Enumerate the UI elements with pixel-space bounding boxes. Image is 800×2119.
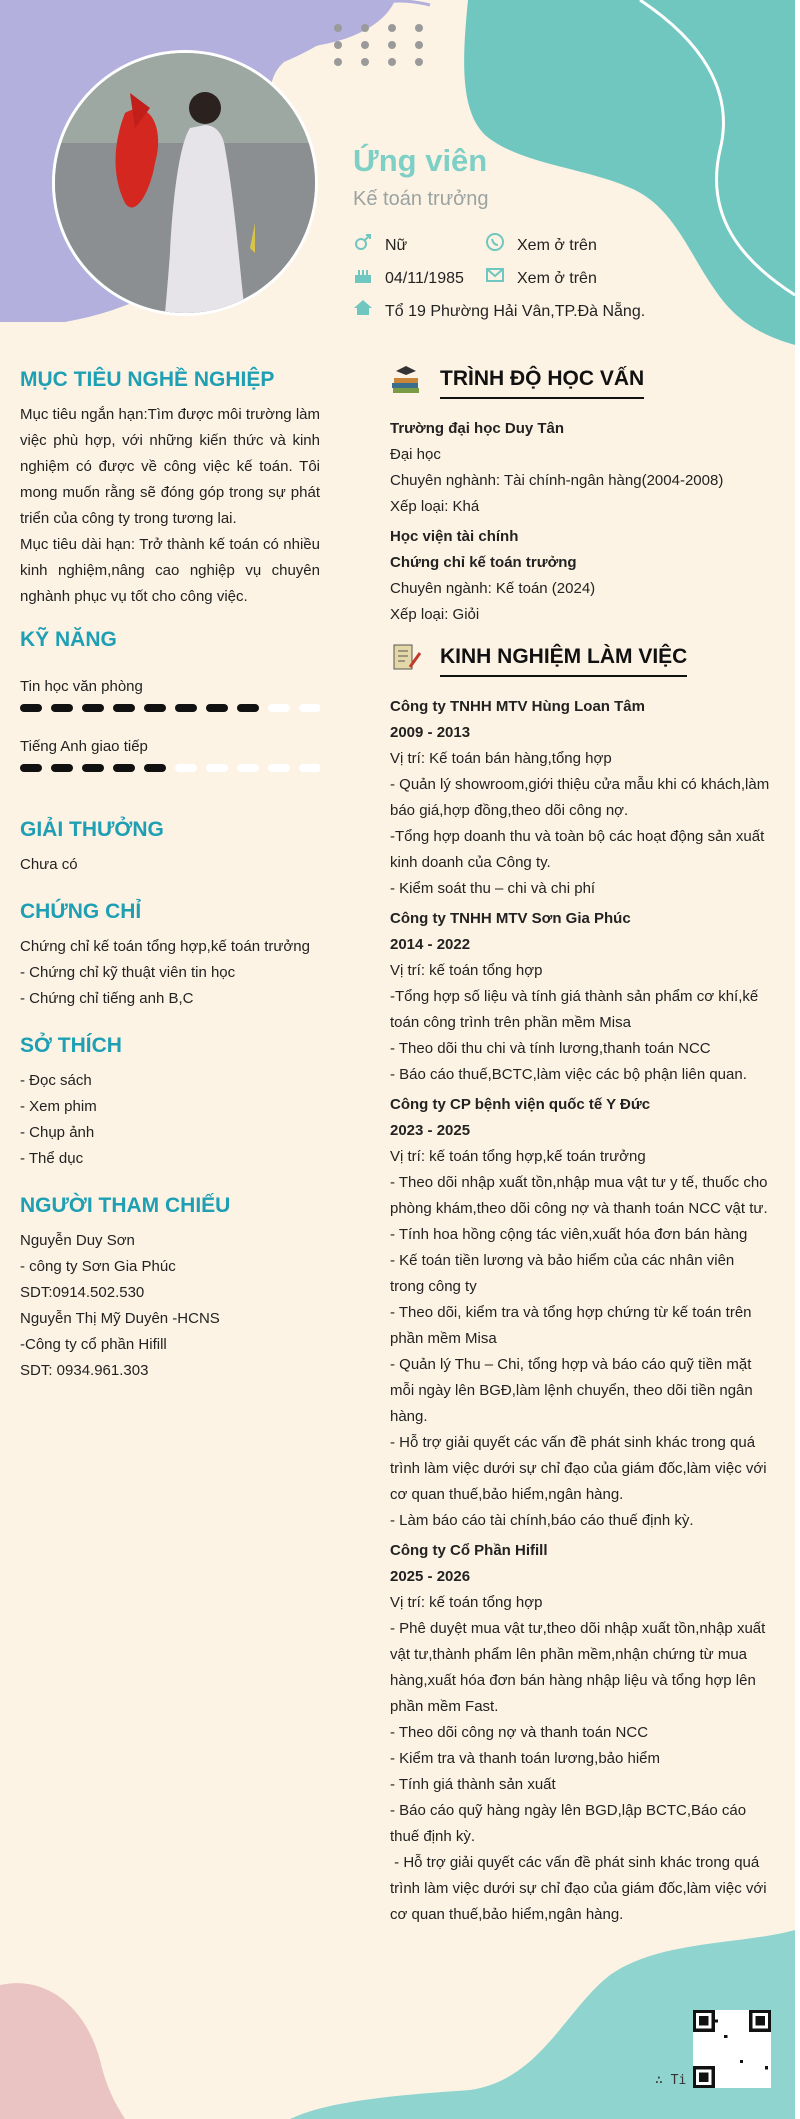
job-description: Vị trí: kế toán tổng hợp - Phê duyệt mua vật tư,theo dõi nhập xuất tồn,nhập xuất vật tư,thành phẩm lên phần mềm,nhận chứng từ mua hàng,xuất hóa đơn bán hàng nhập liệu và tổng hợp lên phần mềm Fast. - Theo dõi công nợ và thanh toán NCC - Kiểm tra và thanh toán lương,bảo hiểm - Tính giá thành sản xuất - Báo cáo quỹ hàng ngày lên BGD,lập BCTC,Báo cáo thuế định kỳ. - Hỗ trợ giải quyết các vấn đề phát sinh khác trong quá trình làm việc dưới sự chỉ đạo của giám đốc,làm việc với cơ quan thuế,bảo hiểm,ngân hàng. (390, 1594, 767, 1923)
skill-segment (206, 704, 228, 712)
skill-label: Tiếng Anh giao tiếp (20, 738, 148, 755)
job-description: Vị trí: Kế toán bán hàng,tổng hợp - Quản lý showroom,giới thiệu cửa mẫu khi có khách,làm báo giá,hợp đồng,theo dõi công nợ. -Tổng hợp doanh thu và toàn bộ các hoạt động sản xuất kinh doanh của Công ty. - Kiểm soát thu – chi và chi phí (390, 750, 770, 897)
list-item: -Công ty cổ phần Hifill (20, 1336, 167, 1353)
job-company: Công ty TNHH MTV Sơn Gia Phúc (390, 910, 631, 927)
education-line: Đại học (390, 446, 441, 463)
education-line: Xếp loại: Giỏi (390, 606, 480, 623)
list-item: SDT:0914.502.530 (20, 1284, 145, 1301)
skill-segment (237, 764, 259, 772)
skills-heading: KỸ NĂNG (20, 628, 117, 651)
experience-heading: KINH NGHIỆM LÀM VIỆC (440, 645, 687, 677)
list-item: Chứng chỉ kế toán tổng hợp,kế toán trưởng (20, 938, 310, 955)
skill-label: Tin học văn phòng (20, 678, 143, 695)
skill-item (20, 738, 320, 780)
candidate-name: Ứng viên (353, 143, 488, 178)
skill-segment (113, 764, 135, 772)
footer-text: ∴ Ti (655, 2073, 687, 2088)
list-item: - Chụp ảnh (20, 1124, 95, 1141)
skill-segment (51, 764, 73, 772)
objective-long: Mục tiêu dài hạn: Trở thành kế toán có nhiều kinh nghiệm,nâng cao nghiệp vụ chuyên nghành phục vụ tốt cho công việc. (20, 536, 320, 605)
list-item: SDT: 0934.961.303 (20, 1362, 149, 1379)
education-section (390, 416, 770, 628)
hobbies-list (20, 1068, 320, 1172)
skill-segment (268, 704, 290, 712)
list-item: Nguyễn Thị Mỹ Duyên -HCNS (20, 1310, 220, 1327)
education-school: Học viện tài chính (390, 528, 519, 545)
skill-segment (299, 764, 320, 772)
hobbies-heading: SỞ THÍCH (20, 1034, 122, 1057)
education-header (390, 363, 770, 403)
skill-segment (206, 764, 228, 772)
envelope-icon (485, 265, 505, 285)
list-item: - công ty Sơn Gia Phúc (20, 1258, 176, 1275)
experience-header (390, 641, 770, 681)
qr-code (693, 2010, 771, 2088)
list-item: - Chứng chỉ kỹ thuật viên tin học (20, 964, 236, 981)
home-icon (353, 298, 373, 318)
list-item: Nguyễn Duy Sơn (20, 1232, 135, 1249)
gender-icon (353, 232, 373, 252)
page-edge (795, 0, 800, 2119)
references-heading: NGƯỜI THAM CHIẾU (20, 1194, 231, 1217)
skill-level-bar (20, 761, 320, 775)
skill-segment (268, 764, 290, 772)
skill-segment (144, 764, 166, 772)
birthday-cake-icon (353, 265, 373, 285)
education-subtitle: Chứng chỉ kế toán trưởng (390, 554, 577, 571)
candidate-title: Kế toán trưởng (353, 188, 489, 210)
experience-section (390, 694, 770, 1932)
skill-segment (20, 764, 42, 772)
list-item: - Xem phim (20, 1098, 97, 1115)
job-entry (390, 906, 770, 1088)
skill-item (20, 678, 320, 720)
address-value: Tổ 19 Phường Hải Vân,TP.Đà Nẵng. (385, 303, 646, 320)
awards-text: Chưa có (20, 856, 78, 873)
job-company: Công ty CP bệnh viện quốc tế Y Đức (390, 1096, 651, 1113)
education-heading: TRÌNH ĐỘ HỌC VẤN (440, 367, 644, 399)
job-period: 2009 - 2013 (390, 724, 471, 741)
skill-segment (113, 704, 135, 712)
job-period: 2014 - 2022 (390, 936, 471, 953)
list-item: - Thể dục (20, 1150, 84, 1167)
job-entry (390, 694, 770, 902)
phone-icon (485, 232, 505, 252)
job-entry (390, 1092, 770, 1534)
skill-segment (51, 704, 73, 712)
job-description: Vị trí: kế toán tổng hợp -Tổng hợp số liệu và tính giá thành sản phẩm cơ khí,kế toán công trình trên phần mềm Misa - Theo dõi thu chi và tính lương,thanh toán NCC - Báo cáo thuế,BCTC,làm việc các bộ phận liên quan. (390, 962, 759, 1083)
skill-segment (175, 704, 197, 712)
job-description: Vị trí: kế toán tổng hợp,kế toán trưởng - Theo dõi nhập xuất tồn,nhập mua vật tư y tế, thuốc cho phòng khám,theo dõi công nợ và thanh toán NCC vật tư. - Tính hoa hồng cộng tác viên,xuất hóa đơn bán hàng - Kế toán tiền lương và bảo hiểm của các nhân viên trong công ty - Theo dõi, kiểm tra và tổng hợp chứng từ kế toán trên phần mềm Misa - Quản lý Thu – Chi, tổng hợp và báo cáo quỹ tiền mặt mỗi ngày lên BGĐ,làm lệnh chuyển, theo dõi tiền ngân hàng. - Hỗ trợ giải quyết các vấn đề phát sinh khác trong quá trình làm việc dưới sự chỉ đạo của giám đốc,làm việc với cơ quan thuế,bảo hiểm,ngân hàng. - Làm báo cáo tài chính,báo cáo thuế định kỳ. (390, 1148, 768, 1529)
skill-segment (82, 764, 104, 772)
education-line: Chuyên ngành: Kế toán (2024) (390, 580, 596, 597)
gender-value: Nữ (385, 237, 408, 254)
skill-level-bar (20, 701, 320, 715)
skill-segment (82, 704, 104, 712)
books-icon (390, 363, 422, 395)
list-item: - Đọc sách (20, 1072, 92, 1089)
skills-list (20, 678, 320, 780)
objective-heading: MỤC TIÊU NGHỀ NGHIỆP (20, 368, 275, 391)
certificates-heading: CHỨNG CHỈ (20, 900, 142, 923)
job-period: 2025 - 2026 (390, 1568, 471, 1585)
skill-segment (237, 704, 259, 712)
left-column (20, 368, 320, 1384)
objective-short: Mục tiêu ngắn hạn:Tìm được môi trường làm việc phù hợp, với những kiến thức và kinh nghiệm có được về công việc kế toán. Tôi mong muốn rằng sẽ đóng góp trong sự phát triển của công ty trong tương lai. (20, 406, 320, 527)
skill-segment (20, 704, 42, 712)
dob-value: 04/11/1985 (385, 270, 464, 287)
education-line: Chuyên nghành: Tài chính-ngân hàng(2004-2008) (390, 472, 724, 489)
email-value: Xem ở trên (517, 270, 597, 287)
avatar (52, 50, 318, 316)
skill-segment (299, 704, 320, 712)
skill-segment (144, 704, 166, 712)
skill-segment (175, 764, 197, 772)
education-school: Trường đại học Duy Tân (390, 420, 565, 437)
job-period: 2023 - 2025 (390, 1122, 471, 1139)
phone-value: Xem ở trên (517, 237, 597, 254)
list-item: - Chứng chỉ tiếng anh B,C (20, 990, 194, 1007)
references-list (20, 1228, 320, 1384)
job-entry (390, 1538, 770, 1928)
job-company: Công ty Cổ Phần Hifill (390, 1542, 548, 1559)
certificates-list (20, 934, 320, 1012)
experience-icon (390, 641, 422, 673)
awards-heading: GIẢI THƯỞNG (20, 818, 164, 841)
job-company: Công ty TNHH MTV Hùng Loan Tâm (390, 698, 645, 715)
education-line: Xếp loại: Khá (390, 498, 480, 515)
